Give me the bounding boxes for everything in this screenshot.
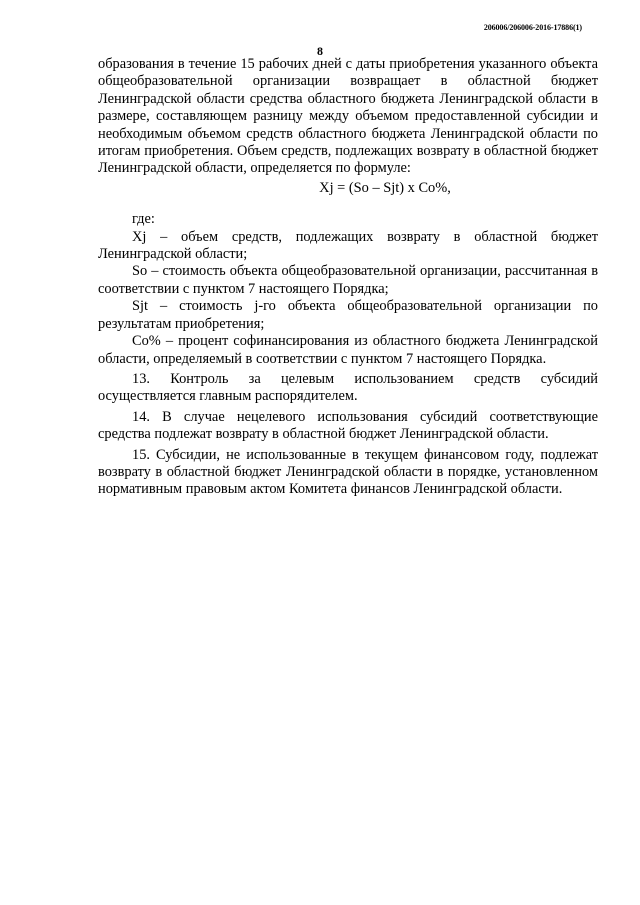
intro-paragraph: образования в течение 15 рабочих дней с даты приобретения указанного объекта общеобразовательной организации возвращает в областной бюджет Ленинградской области средства областного бюджета Ленинградской области в размере, составляющем разницу между объемом предоставленной субсидии и необходимым объемом средств областного бюджета Ленинградской области по итогам приобретения. Объем средств, подлежащих возврату в областной бюджет Ленинградской области, определяется по формуле:: [98, 56, 598, 177]
clause-13: 13. Контроль за целевым использованием средств субсидий осуществляется главным распорядителем.: [98, 370, 598, 405]
clause-14: 14. В случае нецелевого использования субсидий соответствующие средства подлежат возврату в областной бюджет Ленинградской области.: [98, 408, 598, 443]
clause-15: 15. Субсидии, не использованные в текущем финансовом году, подлежат возврату в областной бюджет Ленинградской области в порядке, установленном нормативным правовым актом Комитета финансов Ленинградской области.: [98, 446, 598, 498]
document-body: [98, 56, 598, 499]
definition-sjt: Sjt – стоимость j-го объекта общеобразовательной организации по результатам приобретения;: [98, 298, 598, 332]
definition-xj: Xj – объем средств, подлежащих возврату в областной бюджет Ленинградской области;: [98, 228, 598, 263]
page-number: 8: [317, 44, 323, 58]
where-label: где:: [132, 211, 155, 228]
document-id: 206006/206006-2016-17886(1): [483, 23, 582, 32]
formula: Xj = (So – Sjt) x Co%,: [319, 179, 451, 196]
definition-co: Co% – процент софинансирования из областного бюджета Ленинградской области, определяемый в соответствии с пунктом 7 настоящего Порядка.: [98, 333, 598, 367]
definition-so: So – стоимость объекта общеобразовательной организации, рассчитанная в соответствии с пунктом 7 настоящего Порядка;: [98, 263, 598, 297]
